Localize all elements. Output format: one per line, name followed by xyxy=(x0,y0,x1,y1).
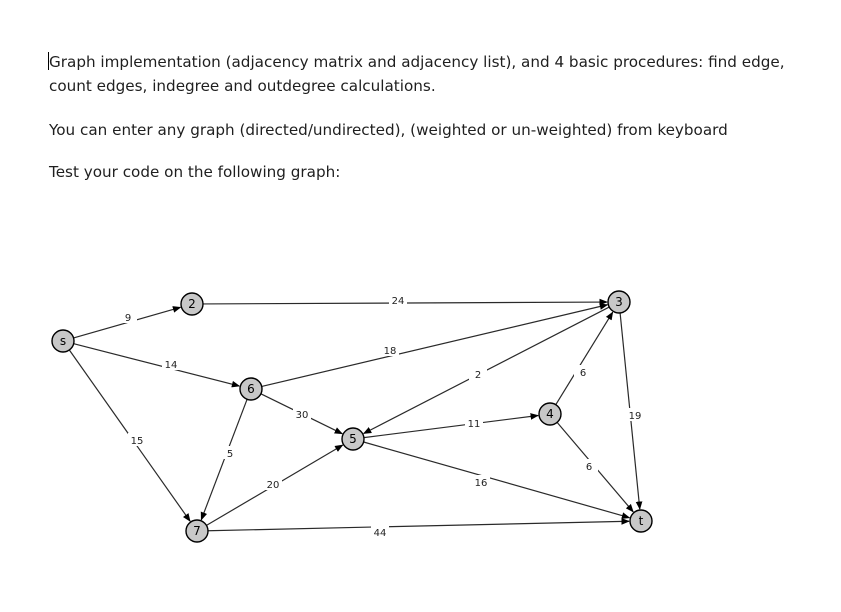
edge-weight-6-7: 5 xyxy=(226,449,234,460)
node-label: 3 xyxy=(615,295,623,309)
edge-5-t xyxy=(364,442,630,518)
edge-weight-7-5: 20 xyxy=(266,480,280,491)
node-s xyxy=(52,330,74,352)
paragraph-input-instructions: You can enter any graph (directed/undirected), (weighted or un-weighted) from keyboard xyxy=(49,121,728,139)
node-label: 7 xyxy=(193,524,201,538)
edge-weight-3-5: 2 xyxy=(474,370,482,381)
edge-7-t xyxy=(208,521,629,530)
edge-weight-4-3: 6 xyxy=(579,368,587,379)
edge-weight-s-7: 15 xyxy=(130,436,144,447)
edge-4-3 xyxy=(556,312,613,404)
node-label: 2 xyxy=(188,297,196,311)
node-2 xyxy=(181,293,203,315)
edge-weight-2-3: 24 xyxy=(391,296,405,307)
edge-weight-5-4: 11 xyxy=(467,419,481,430)
edge-weight-7-t: 44 xyxy=(373,528,387,539)
edge-s-6 xyxy=(74,344,240,386)
edge-6-7 xyxy=(201,399,247,520)
node-label: s xyxy=(59,334,67,348)
edge-weight-6-5: 30 xyxy=(295,410,309,421)
edge-weight-5-t: 16 xyxy=(474,478,488,489)
paragraph-task-description: Graph implementation (adjacency matrix and adjacency list), and 4 basic procedures: find edge, count edges, indegree and outdegree calculations. xyxy=(49,53,785,95)
node-label: 5 xyxy=(349,432,357,446)
node-t xyxy=(630,510,652,532)
edge-6-3 xyxy=(262,305,608,387)
node-7 xyxy=(186,520,208,542)
edge-weight-s-2: 9 xyxy=(124,313,132,324)
node-5 xyxy=(342,428,364,450)
edge-weight-6-3: 18 xyxy=(383,346,397,357)
node-3 xyxy=(608,291,630,313)
edge-5-4 xyxy=(364,416,538,438)
edge-weight-s-6: 14 xyxy=(164,360,178,371)
edge-weight-3-t: 19 xyxy=(628,411,642,422)
node-label: 6 xyxy=(247,382,255,396)
node-6 xyxy=(240,378,262,400)
node-4 xyxy=(539,403,561,425)
paragraph-test-instruction: Test your code on the following graph: xyxy=(49,163,341,181)
edge-weight-4-t: 6 xyxy=(585,462,593,473)
node-label: t xyxy=(638,514,644,528)
node-label: 4 xyxy=(546,407,554,421)
